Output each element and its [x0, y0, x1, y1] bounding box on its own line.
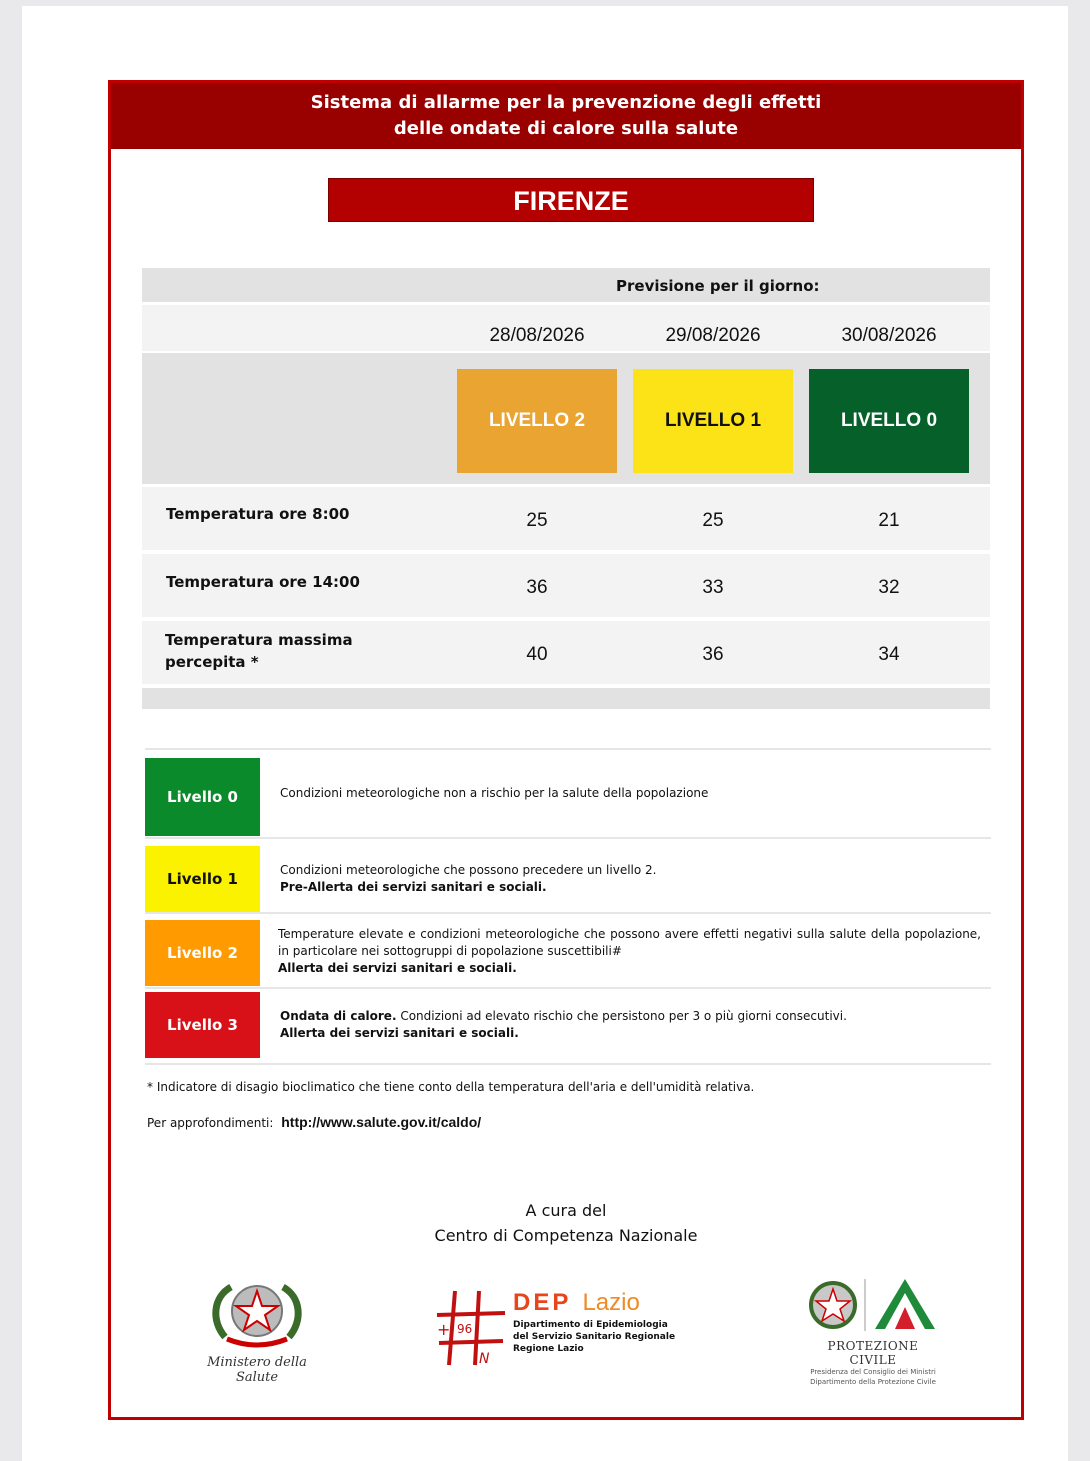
svg-text:N: N [479, 1351, 490, 1367]
ministero-name: Ministero della Salute [207, 1355, 307, 1385]
value-perceived-day-3: 34 [878, 644, 900, 665]
row-label-perceived-line-1: Temperatura massima [165, 631, 353, 649]
legend-text-level-1 [280, 862, 983, 896]
svg-text:+: + [437, 1320, 451, 1339]
level-badge-day-2: LIVELLO 1 [633, 369, 793, 473]
date-day-2: 29/08/2026 [665, 325, 761, 346]
legend-text-level-0: Condizioni meteorologiche non a rischio per la salute della popolazione [280, 786, 709, 800]
credit-line-2: Centro di Competenza Nazionale [434, 1226, 698, 1245]
date-day-1: 28/08/2026 [489, 325, 585, 346]
dates-row [142, 305, 990, 351]
bulletin-frame [108, 80, 1024, 1420]
dep-grid-icon [435, 1287, 507, 1369]
value-perceived-day-2: 36 [702, 644, 724, 665]
protezione-civile-emblem-icon [803, 1273, 943, 1335]
row-label-perceived-max [165, 629, 353, 673]
legend-alert-level-2: Allerta dei servizi sanitari e sociali. [278, 961, 517, 975]
forecast-title: Previsione per il giorno: [616, 277, 820, 295]
credit-line-1: A cura del [525, 1201, 607, 1220]
level-badge-day-3: LIVELLO 0 [809, 369, 969, 473]
legend-desc-level-1: Condizioni meteorologiche che possono precedere un livello 2. [280, 863, 657, 877]
date-day-3: 30/08/2026 [841, 325, 937, 346]
legend-row-level-3 [145, 987, 991, 1065]
more-info-link[interactable]: http://www.salute.gov.it/caldo/ [281, 1114, 482, 1130]
legend-desc-level-2: Temperature elevate e condizioni meteorologiche che possono avere effetti negativi sulla salute della popolazione, in particolare nei sottogruppi di popolazione suscettibili# [278, 927, 981, 958]
asterisk-note: * Indicatore di disagio bioclimatico che tiene conto della temperatura dell'aria e dell'umidità relativa. [147, 1080, 755, 1094]
value-temp-14-day-3: 32 [878, 577, 900, 598]
legend-text-level-3 [280, 1008, 983, 1042]
more-info [147, 1114, 481, 1130]
legend-text-level-2 [278, 926, 981, 977]
dep-subtitle [513, 1319, 675, 1355]
more-info-label: Per approfondimenti: [147, 1116, 274, 1130]
legend-badge-level-2: Livello 2 [145, 920, 260, 986]
dep-sub-1: Dipartimento di Epidemiologia [513, 1320, 668, 1330]
legend-badge-level-1: Livello 1 [145, 846, 260, 912]
pc-sub-1: Presidenza del Consiglio dei Ministri [810, 1368, 936, 1376]
value-perceived-day-1: 40 [526, 644, 548, 665]
legend-row-level-0 [145, 748, 991, 838]
legend-alert-level-3: Allerta dei servizi sanitari e sociali. [280, 1026, 519, 1040]
legend-badge-level-3: Livello 3 [145, 992, 260, 1058]
row-label-perceived-line-2: percepita * [165, 653, 259, 671]
value-temp-14-day-2: 33 [702, 577, 724, 598]
dep-wordmark [513, 1289, 640, 1317]
pc-subtitle [803, 1367, 943, 1387]
credit [111, 1198, 1021, 1248]
row-label-temp-8: Temperatura ore 8:00 [166, 505, 350, 523]
dep-region: Lazio [582, 1289, 640, 1316]
header-line-2: delle ondate di calore sulla salute [393, 118, 739, 139]
legend-alert-level-1: Pre-Allerta dei servizi sanitari e sociali. [280, 880, 547, 894]
dep-lazio-logo [435, 1287, 685, 1371]
legend-heat-wave-label: Ondata di calore. [280, 1009, 397, 1023]
legend-row-level-2 [145, 912, 991, 989]
forecast-title-row [142, 268, 990, 302]
row-label-temp-14: Temperatura ore 14:00 [166, 573, 360, 591]
dep-sub-2: del Servizio Sanitario Regionale [513, 1332, 676, 1342]
level-badge-day-1: LIVELLO 2 [457, 369, 617, 473]
svg-text:96: 96 [457, 1322, 473, 1336]
header-line-1: Sistema di allarme per la prevenzione degli effetti [310, 92, 822, 113]
legend-desc-level-3-rest: Condizioni ad elevato rischio che persistono per 3 o più giorni consecutivi. [396, 1009, 847, 1023]
pc-title: PROTEZIONE CIVILE [827, 1339, 919, 1367]
dep-sub-3: Regione Lazio [513, 1344, 584, 1354]
pc-sub-2: Dipartimento della Protezione Civile [810, 1378, 936, 1386]
page [22, 6, 1068, 1461]
value-temp-8-day-1: 25 [526, 510, 548, 531]
legend-desc-level-3 [280, 1008, 983, 1025]
value-temp-8-day-3: 21 [878, 510, 900, 531]
value-temp-8-day-2: 25 [702, 510, 724, 531]
protezione-civile-logo [803, 1273, 943, 1386]
table-footer-bar [142, 688, 990, 709]
city-name: FIRENZE [328, 178, 814, 222]
legend-row-level-1 [145, 837, 991, 914]
ministero-logo [197, 1277, 317, 1385]
legend-badge-level-0: Livello 0 [145, 758, 260, 836]
bulletin-header [111, 83, 1021, 149]
dep-letters: DEP [513, 1289, 572, 1316]
italian-emblem-icon [197, 1277, 317, 1351]
value-temp-14-day-1: 36 [526, 577, 548, 598]
